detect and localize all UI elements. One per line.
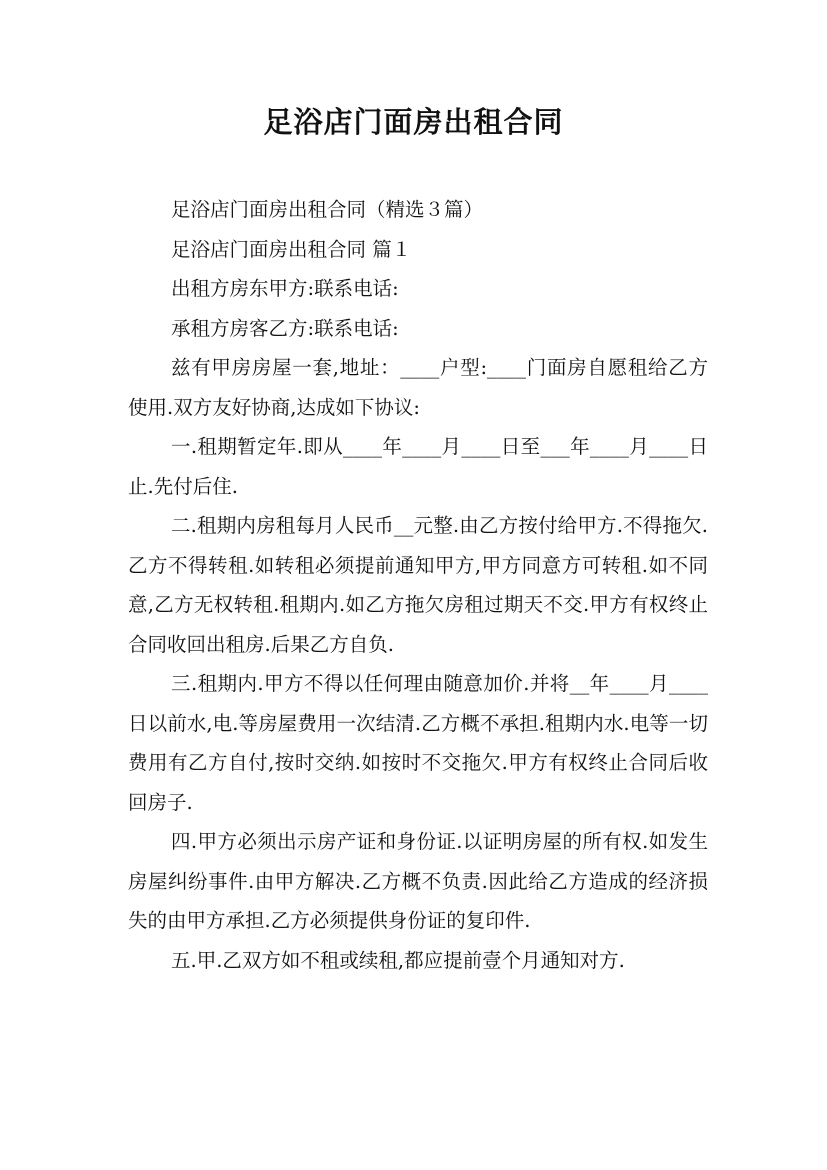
paragraph-clause-2: 二.租期内房租每月人民币__元整.由乙方按付给甲方.不得拖欠.乙方不得转租.如转租必须提前通知甲方,甲方同意方可转租.如不同意,乙方无权转租.租期内.如乙方拖欠房租过期天不交.甲方有权终止合同收回出租房.后果乙方自负. [128,514,708,656]
paragraph-section-heading: 足浴店门面房出租合同 篇１ [171,237,412,261]
document-title: 足浴店门面房出租合同 [263,105,564,139]
paragraph-clause-4: 四.甲方必须出示房产证和身份证.以证明房屋的所有权.如发生房屋纠纷事件.由甲方解决.乙方概不负责.因此给乙方造成的经济损失的由甲方承担.乙方必须提供身份证的复印件. [128,830,708,932]
paragraph-clause-1: 一.租期暂定年.即从____年____月____日至___年____月____日止.先付后住. [128,435,708,498]
paragraph-subtitle: 足浴店门面房出租合同（精选３篇） [171,198,484,221]
paragraph-clause-3: 三.租期内.甲方不得以任何理由随意加价.并将__年____月____日以前水,电.等房屋费用一次结清.乙方概不承担.租期内水.电等一切费用有乙方自付,按时交纳.如按时不交拖欠.甲方有权终止合同后收回房子. [128,672,708,814]
document-body [128,190,708,980]
paragraph-clause-5: 五.甲.乙双方如不租或续租,都应提前壹个月通知对方. [171,948,625,972]
paragraph-lessor: 出租方房东甲方:联系电话: [171,277,399,300]
paragraph-intro: 兹有甲房房屋一套,地址：____户型:____门面房自愿租给乙方使用.双方友好协商,达成如下协议: [128,356,708,419]
paragraph-lessee: 承租方房客乙方:联系电话: [171,316,399,340]
